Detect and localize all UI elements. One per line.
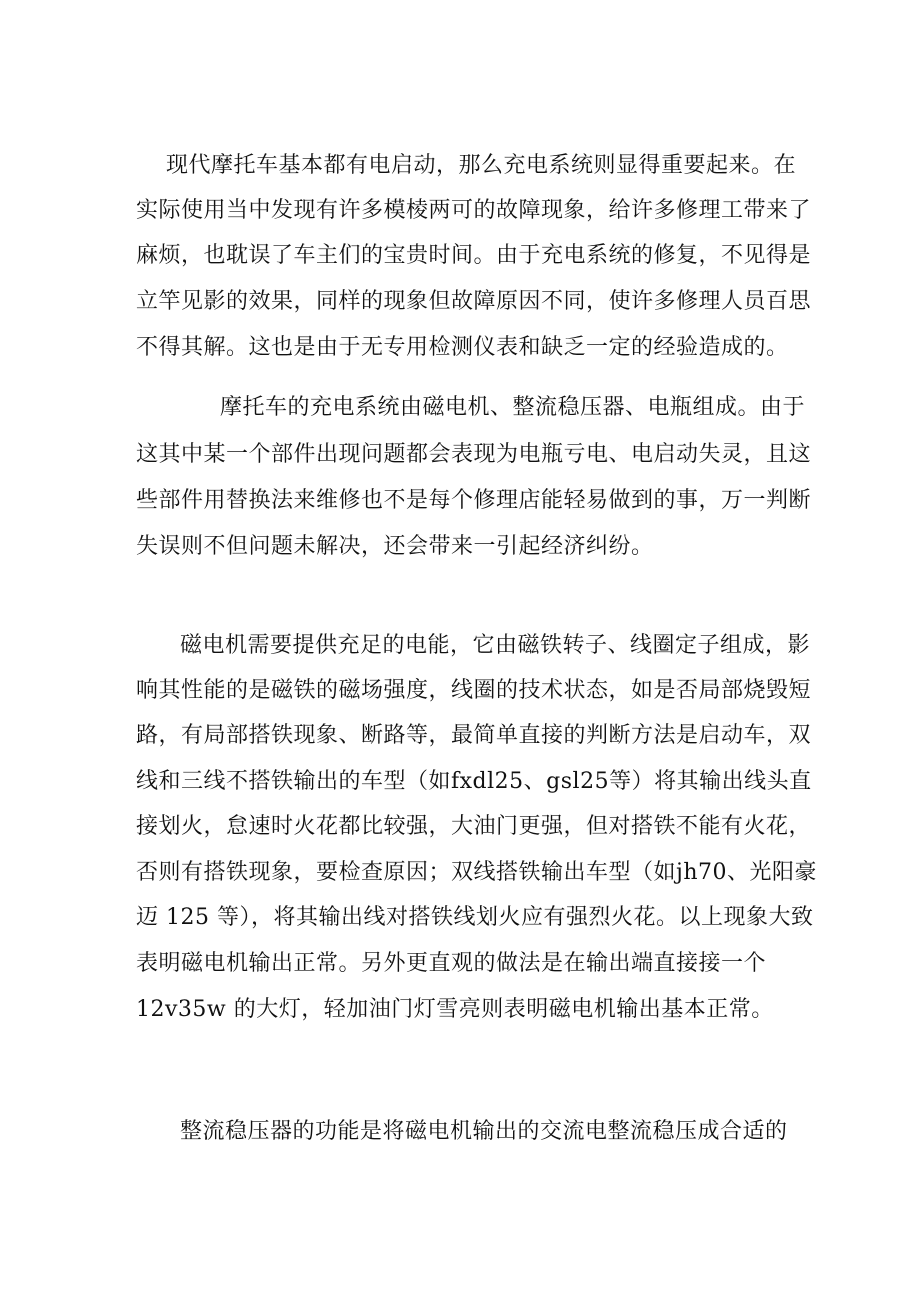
text-line: 磁电机需要提供充足的电能，它由磁铁转子、线圈定子组成，影 <box>180 633 811 658</box>
text-line: 12v35w 的大灯，轻加油门灯雪亮则表明磁电机输出基本正常。 <box>136 997 774 1022</box>
text-line: 表明磁电机输出正常。另外更直观的做法是在输出端直接接一个 <box>136 951 767 976</box>
text-line: 路，有局部搭铁现象、断路等，最简单直接的判断方法是启动车，双 <box>136 723 812 748</box>
text-line: 些部件用替换法来维修也不是每个修理店能轻易做到的事，万一判断 <box>136 488 812 513</box>
text-line: 整流稳压器的功能是将磁电机输出的交流电整流稳压成合适的 <box>180 1119 788 1144</box>
text-line: 麻烦，也耽误了车主们的宝贵时间。由于充电系统的修复，不见得是 <box>136 243 812 268</box>
text-line: 失误则不但问题未解决，还会带来一引起经济纠纷。 <box>136 534 654 559</box>
text-line: 现代摩托车基本都有电启动，那么充电系统则显得重要起来。在 <box>166 153 797 178</box>
text-line: 迈 125 等），将其输出线对搭铁线划火应有强烈火花。以上现象大致 <box>136 905 814 930</box>
text-line: 摩托车的充电系统由磁电机、整流稳压器、电瓶组成。由于 <box>220 395 806 420</box>
text-line: 立竿见影的效果，同样的现象但故障原因不同，使许多修理人员百思 <box>136 289 812 314</box>
text-line: 响其性能的是磁铁的磁场强度，线圈的技术状态，如是否局部烧毁短 <box>136 678 812 703</box>
text-line: 线和三线不搭铁输出的车型（如fxdl25、gsl25等）将其输出线头直 <box>136 769 812 794</box>
text-line: 否则有搭铁现象，要检查原因；双线搭铁输出车型（如jh70、光阳豪 <box>136 860 817 885</box>
text-line: 实际使用当中发现有许多模棱两可的故障现象，给许多修理工带来了 <box>136 198 812 223</box>
text-line: 这其中某一个部件出现问题都会表现为电瓶亏电、电启动失灵，且这 <box>136 442 812 467</box>
text-line: 不得其解。这也是由于无专用检测仪表和缺乏一定的经验造成的。 <box>136 335 789 360</box>
text-line: 接划火，怠速时火花都比较强，大油门更强，但对搭铁不能有火花， <box>136 814 812 839</box>
